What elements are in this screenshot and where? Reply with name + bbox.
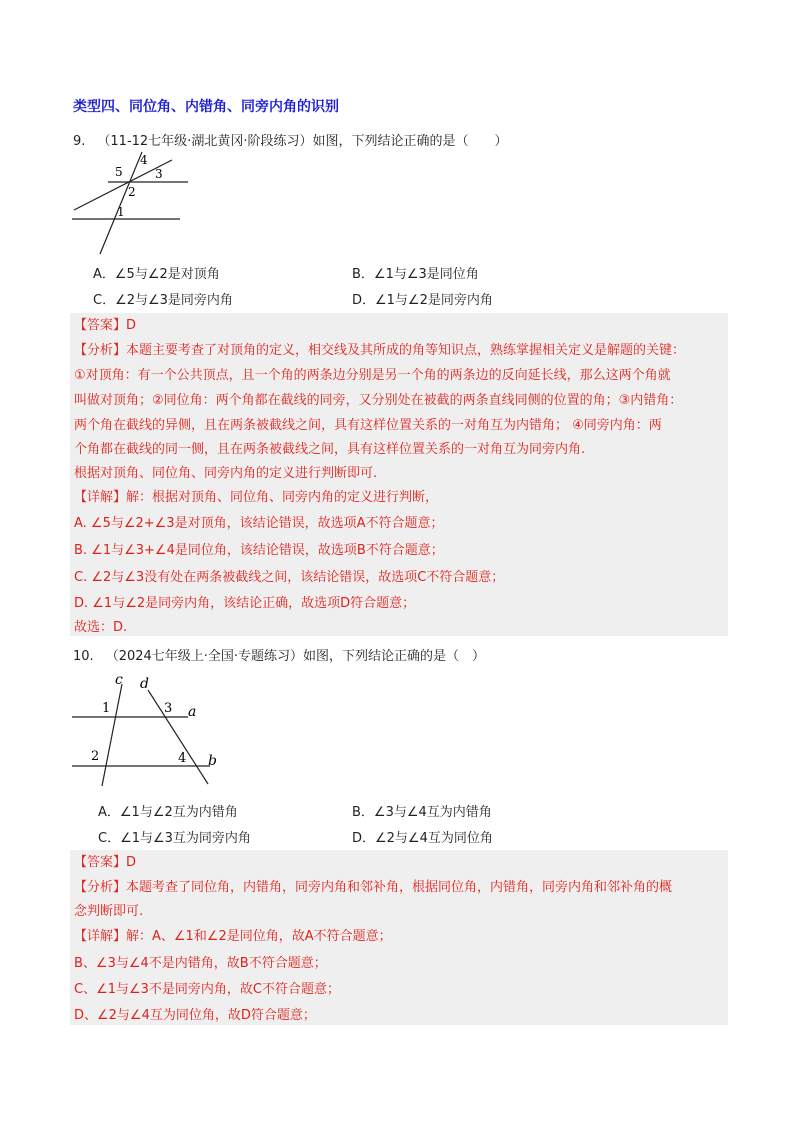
- q10-option-a[interactable]: A．∠1与∠2互为内错角: [98, 805, 238, 820]
- q9-label-2: 2: [128, 185, 136, 199]
- q9-analysis-line: 叫做对顶角；②同位角：两个角都在截线的同旁，又分别处在被截的两条直线同侧的位置的角；③内错角：: [74, 393, 683, 408]
- q10-option-c[interactable]: C．∠1与∠3互为同旁内角: [98, 831, 251, 846]
- q9-title: [73, 130, 507, 149]
- q9-detail-line: A. ∠5与∠2+∠3是对顶角，该结论错误，故选项A不符合题意；: [74, 516, 444, 531]
- q10-detail-line: 【详解】解：A、∠1和∠2是同位角，故A不符合题意；: [74, 929, 392, 944]
- q9-number: 9.: [73, 134, 86, 149]
- q9-detail-line: 故选：D.: [74, 620, 128, 635]
- q9-analysis-line: 两个角在截线的异侧，且在两条被截线之间，具有这样位置关系的一对角互为内错角； ④同旁内角：两: [74, 418, 662, 433]
- q10-answer: 【答案】D: [74, 855, 137, 870]
- q9-detail-line: C. ∠2与∠3没有处在两条被截线之间，该结论错误，故选项C不符合题意；: [74, 570, 505, 585]
- q10-detail-line: B、∠3与∠4不是内错角，故B不符合题意；: [74, 956, 327, 971]
- q9-analysis-line: ①对顶角：有一个公共顶点，且一个角的两条边分别是另一个角的两条边的反向延长线，那么这两个角就: [74, 368, 671, 383]
- q9-option-a[interactable]: A．∠5与∠2是对顶角: [93, 267, 220, 282]
- q9-option-c[interactable]: C．∠2与∠3是同旁内角: [93, 293, 233, 308]
- q10-option-b[interactable]: B．∠3与∠4互为内错角: [352, 805, 492, 820]
- q10-line-d: [148, 690, 208, 784]
- q10-analysis-line: 念判断即可.: [74, 904, 144, 919]
- q9-detail-line: B. ∠1与∠3+∠4是同位角，该结论错误，故选项B不符合题意；: [74, 543, 444, 558]
- q10-label-4: 4: [178, 751, 187, 766]
- q9-label-1: 1: [117, 205, 125, 219]
- q10-label-d: d: [140, 676, 149, 692]
- q10-label-2: 2: [91, 749, 100, 764]
- q10-stem: 如图，下列结论正确的是（ ）: [303, 649, 486, 664]
- q9-analysis-line: 根据对顶角、同位角、同旁内角的定义进行判断即可.: [74, 466, 378, 481]
- q10-answer-box: [70, 850, 728, 1025]
- q9-label-5: 5: [115, 165, 123, 179]
- q9-label-4: 4: [140, 153, 148, 167]
- q9-answer: 【答案】D: [74, 318, 137, 333]
- q9-option-d[interactable]: D．∠1与∠2是同旁内角: [352, 293, 493, 308]
- q10-label-1: 1: [102, 701, 111, 716]
- q10-detail-line: C、∠1与∠3不是同旁内角，故C不符合题意；: [74, 982, 341, 997]
- q10-label-b: b: [208, 753, 217, 769]
- q10-number: 10.: [73, 649, 94, 664]
- q9-option-b[interactable]: B．∠1与∠3是同位角: [352, 267, 479, 282]
- q10-label-3: 3: [164, 701, 173, 716]
- q9-analysis-line: 个角都在截线的同一侧，且在两条被截线之间，具有这样位置关系的一对角互为同旁内角.: [74, 442, 586, 457]
- q10-label-a: a: [188, 704, 197, 720]
- q10-source: （2024七年级上·全国·专题练习）: [105, 649, 304, 664]
- q9-analysis-line: 【分析】本题主要考查了对顶角的定义，相交线及其所成的角等知识点，熟练掌握相关定义是解题的关键：: [74, 343, 686, 358]
- q9-figure: [70, 150, 190, 255]
- q10-line-c: [102, 684, 122, 786]
- q10-detail-line: D、∠2与∠4互为同位角，故D符合题意；: [74, 1008, 316, 1023]
- q9-stem: 如图，下列结论正确的是（ ）: [312, 134, 508, 149]
- q9-source: （11-12七年级·湖北黄冈·阶段练习）: [97, 134, 313, 149]
- q9-answer-box: [70, 313, 728, 636]
- q10-figure: [70, 670, 230, 788]
- q10-label-c: c: [115, 672, 123, 688]
- q9-label-3: 3: [155, 167, 163, 181]
- q10-title: [73, 645, 485, 664]
- q10-option-d[interactable]: D．∠2与∠4互为同位角: [352, 831, 493, 846]
- q9-detail-line: 【详解】解：根据对顶角、同位角、同旁内角的定义进行判断，: [74, 490, 439, 505]
- q10-analysis-line: 【分析】本题考查了同位角，内错角，同旁内角和邻补角，根据同位角，内错角，同旁内角和邻补角的概: [74, 880, 673, 895]
- q9-detail-line: D. ∠1与∠2是同旁内角，该结论正确，故选项D符合题意；: [74, 596, 416, 611]
- section-title: 类型四、同位角、内错角、同旁内角的识别: [73, 99, 339, 115]
